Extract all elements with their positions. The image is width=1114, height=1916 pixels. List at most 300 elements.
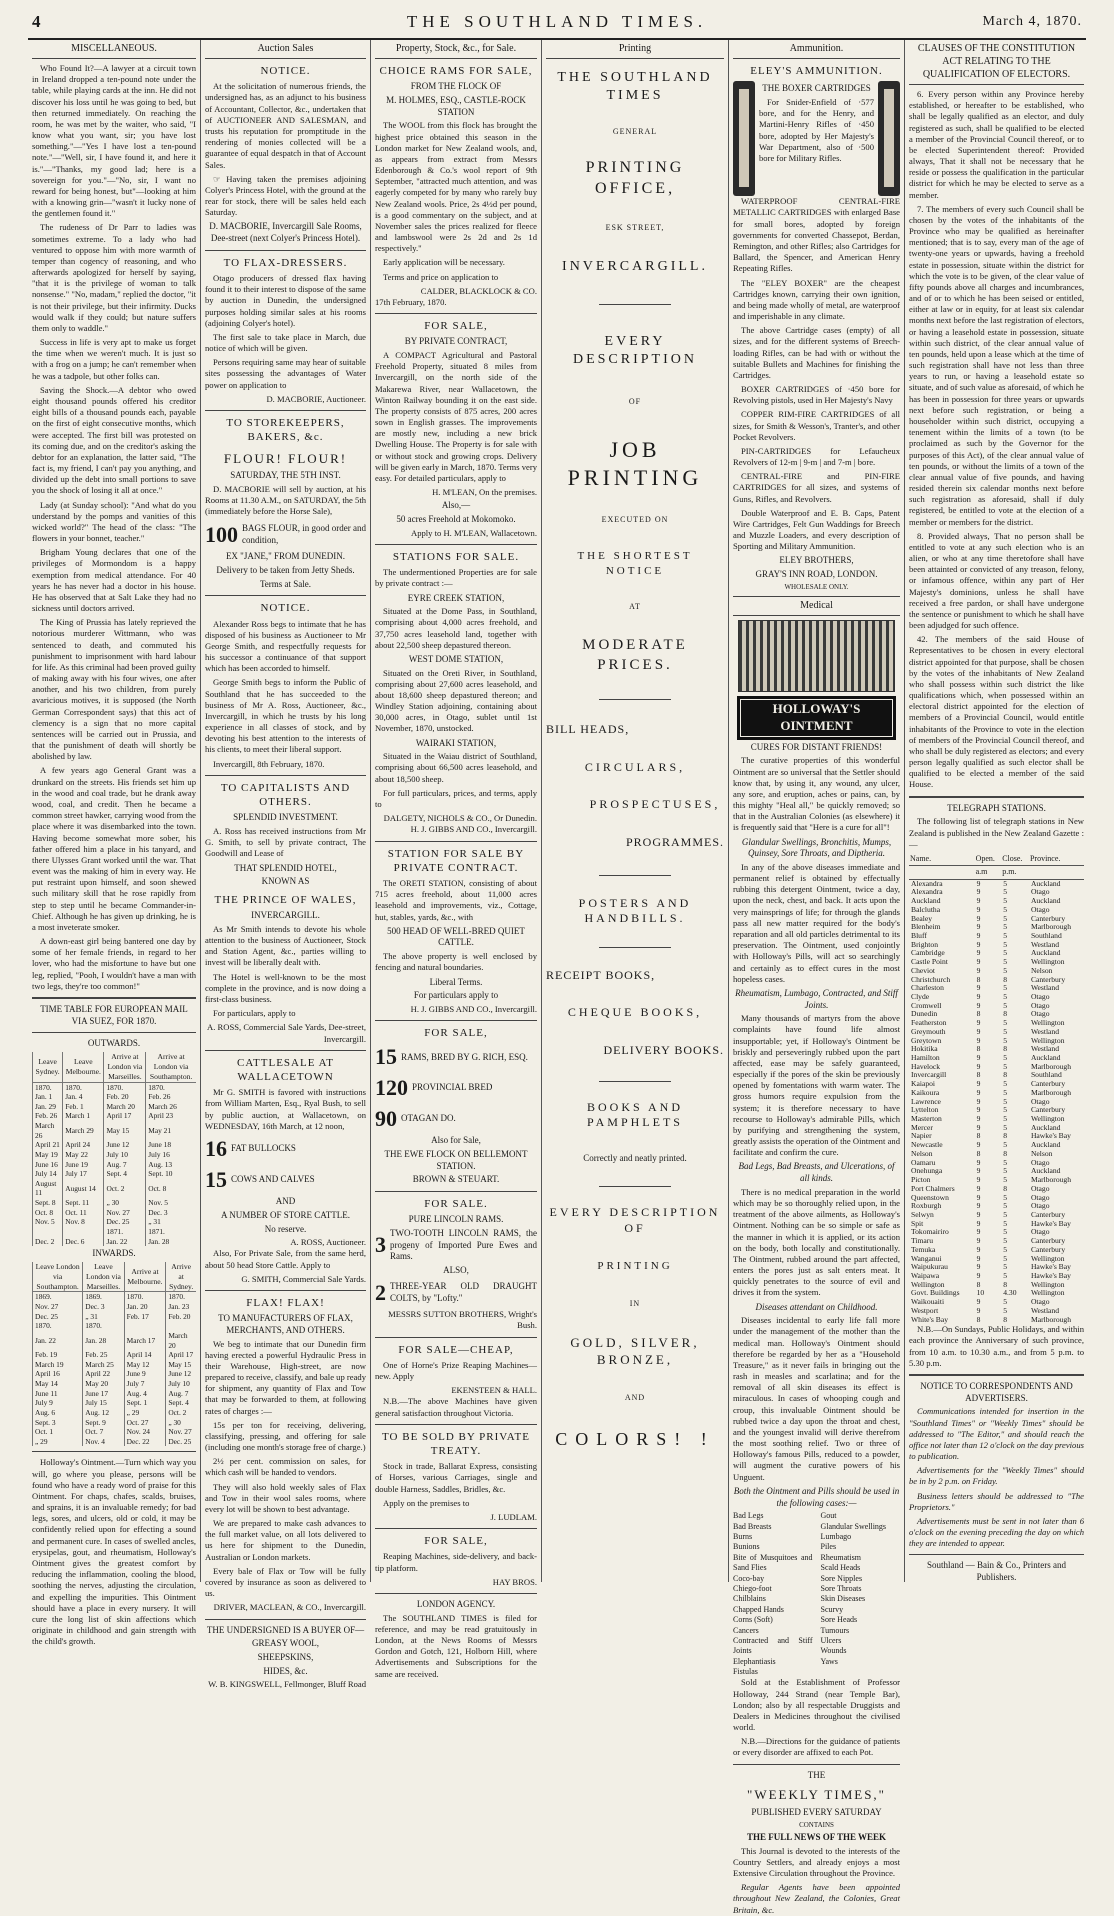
ad-subtitle: THE FULL NEWS OF THE WEEK <box>746 1832 887 1843</box>
article-paragraph: Lady (at Sunday school): "And what do you understand by the pomps and vanities of this wicked world?" The head of the class: "The flowers in your bonnet, teacher." <box>32 499 196 544</box>
table-cell: March 26 <box>33 1121 63 1140</box>
divider <box>375 1020 537 1021</box>
ad-title: NOTICE. <box>260 65 311 77</box>
table-cell: July 15 <box>83 1398 124 1408</box>
notice-title: NOTICE TO CORRESPONDENTS AND ADVERTISERS. <box>920 1380 1073 1403</box>
table-cell: Aug. 12 <box>83 1408 124 1418</box>
table-cell: 9 <box>976 930 981 940</box>
ad-signature: H. M'LEAN, On the premises. <box>432 487 537 498</box>
telegraph-title: TELEGRAPH STATIONS. <box>947 802 1046 813</box>
table-row <box>909 1316 1084 1325</box>
table-cell: July 10 <box>166 1379 196 1389</box>
table-cell: Onehunga <box>911 1166 943 1176</box>
table-cell: Newcastle <box>911 1140 943 1150</box>
table-cell: August 14 <box>63 1179 104 1198</box>
list-item: Chilblains <box>733 1594 766 1604</box>
table-cell: Feb. 26 <box>146 1092 196 1102</box>
table-cell: August 11 <box>33 1179 63 1198</box>
station-name: EYRE CREEK STATION, <box>407 592 505 603</box>
ad-text: Also, For Private Sale, from the same herd, about 50 head Store Cattle. Apply to <box>205 1248 366 1270</box>
table-cell: Southland <box>1030 930 1062 940</box>
table-cell: 5 <box>1003 1218 1007 1228</box>
ad-title: ELEY'S AMMUNITION. <box>750 65 883 77</box>
ad-signature: H. J. GIBBS AND CO., Invercargill. <box>410 1003 537 1014</box>
column-constitution-telegraph <box>904 40 1088 1582</box>
table-cell: 9 <box>976 1183 981 1193</box>
table-cell: Southland <box>1030 1070 1062 1080</box>
divider <box>205 595 366 596</box>
table-cell: Picton <box>911 1175 931 1185</box>
divider <box>32 1032 196 1033</box>
lot-line <box>375 1043 537 1072</box>
ad-title: TO BE SOLD BY PRIVATE TREATY. <box>382 1430 530 1457</box>
table-cell: 1870. <box>33 1082 63 1092</box>
table-cell: 5 <box>1003 1157 1007 1167</box>
table-cell: 5 <box>1003 939 1007 949</box>
table-cell: 5 <box>1003 1122 1007 1132</box>
ad-date: Invercargill, 8th February, 1870. <box>213 758 325 769</box>
ad-text: The curative properties of this wonderful Ointment are so universal that the Settler should know that, by using it, any wound, any ulcer, any sore, and eruption, aches or pains, can, by this mighty "Heal all," be quickly removed; so that in the Australian Colonies (as elsewhere) it is frequently said that "Here is a cure for all"! <box>733 755 900 833</box>
table-cell <box>166 1321 196 1331</box>
ad-signature: MESSRS SUTTON BROTHERS, Wright's Bush. <box>388 1309 537 1331</box>
table-cell: Bluff <box>911 930 927 940</box>
printing-line: AT <box>629 601 641 611</box>
table-row <box>33 1292 197 1302</box>
holloways-ointment-banner: HOLLOWAY'S OINTMENT <box>737 696 896 740</box>
table-cell: June 16 <box>33 1160 63 1170</box>
ad-text: 500 HEAD OF WELL-BRED QUIET CATTLE. <box>387 925 525 948</box>
table-cell: 9 <box>976 1175 981 1185</box>
ad-text: FROM THE FLOCK OF <box>410 81 502 92</box>
table-cell: Hawke's Bay <box>1030 1131 1071 1141</box>
table-cell: Balclutha <box>911 904 941 914</box>
table-cell: 5 <box>1003 878 1007 888</box>
table-row <box>909 1150 1084 1159</box>
table-cell: Auckland <box>1030 1166 1061 1176</box>
ad-date: 17th February, 1870. <box>375 296 447 307</box>
table-cell: May 20 <box>83 1379 124 1389</box>
table-cell: 5 <box>1003 1166 1007 1176</box>
column-property-stock <box>370 40 541 1679</box>
list-item: Tumours <box>820 1625 850 1635</box>
table-cell: Marlborough <box>1030 1087 1072 1097</box>
ad-signature: A. ROSS, Auctioneer. <box>290 1237 366 1248</box>
ailments-list <box>733 1511 900 1677</box>
table-cell: Dunedin <box>911 1009 938 1019</box>
ad-title: FLAX! FLAX! <box>246 1296 325 1309</box>
table-cell: 1870. <box>146 1082 196 1092</box>
table-cell: 8 <box>976 1131 981 1141</box>
ad-title: TO FLAX-DRESSERS. <box>223 256 348 269</box>
list-item: Burns <box>733 1531 753 1541</box>
ad-subtitle: PURE LINCOLN RAMS. <box>408 1214 504 1225</box>
table-row <box>33 1208 197 1218</box>
table-cell: 5 <box>1003 922 1007 932</box>
table-cell: Nov. 4 <box>83 1437 124 1447</box>
list-item: Coco-bay <box>733 1573 765 1583</box>
table-cell: Canterbury <box>1030 1244 1066 1254</box>
table-cell: 9 <box>976 1236 981 1246</box>
ad-title: FOR SALE—CHEAP, <box>398 1343 514 1356</box>
ad-text: Alexander Ross begs to intimate that he has disposed of his business as Auctioneer to Mr George Smith, and respectfully requests for his successor a continuance of that support which has been accorded to himself. <box>205 618 366 674</box>
table-cell: 5 <box>1003 1000 1007 1010</box>
list-item: Bite of Musquitoes and Sand Flies <box>733 1552 813 1573</box>
table-cell: Oct. 2 <box>166 1408 196 1418</box>
table-cell: 8 <box>1003 1183 1007 1193</box>
lot-description: OTAGAN DO. <box>401 1112 456 1123</box>
table-cell: May 15 <box>166 1360 196 1370</box>
divider <box>375 841 537 842</box>
list-item: Bad Legs <box>733 1511 764 1521</box>
table-cell: 8 <box>976 1070 981 1080</box>
ad-text: As Mr Smith intends to devote his whole attention to the business of Auctioneer, Stock and Station Agent, &c., parties willing to invest will be liberally dealt with. <box>205 923 366 968</box>
table-cell: Dec. 3 <box>83 1302 124 1312</box>
table-cell: Westland <box>1030 1026 1060 1036</box>
ad-text: The ORETI STATION, consisting of about 715 acres freehold, about 11,000 acres leasehold and improvements, viz., Cottage, hut, stables, yards, &c., with <box>375 878 537 922</box>
table-cell: 9 <box>976 904 981 914</box>
ad-text: Terms and price on application to <box>383 271 499 282</box>
table-cell: Nov. 24 <box>124 1427 166 1437</box>
ad-text: Also,— <box>441 500 471 511</box>
divider <box>599 1081 670 1082</box>
ad-text: For full particulars, prices, and terms, apply to <box>375 787 537 809</box>
table-cell: Mercer <box>911 1122 933 1132</box>
table-cell: Auckland <box>1030 948 1061 958</box>
lot-quantity: 100 <box>205 521 238 547</box>
column-heading: CLAUSES OF THE CONSTITUTION ACT RELATING TO THE QUALIFICATION OF ELECTORS. <box>909 40 1084 85</box>
timetable-outwards <box>32 1052 196 1246</box>
table-row <box>33 1082 197 1092</box>
table-cell: 5 <box>1003 983 1007 993</box>
list-item: Yaws <box>820 1656 838 1666</box>
table-cell: Alexandra <box>911 887 943 897</box>
table-cell: 8 <box>1003 974 1007 984</box>
table-cell: 9 <box>976 1122 981 1132</box>
table-cell: 5 <box>1003 1209 1007 1219</box>
lot-quantity: 2 <box>375 1279 386 1305</box>
table-cell: 9 <box>976 965 981 975</box>
issue-date: March 4, 1870. <box>982 14 1082 29</box>
table-cell: April 16 <box>33 1369 83 1379</box>
article-paragraph: Who Found It?—A lawyer at a circuit town in Ireland dropped a ten-pound note under the table, while playing cards at the inn. He did not discover his loss until he was going to bed, but then returned immediately. On reaching the room, he was met by the waiter, who said, "I know what you want, sir; you have lost something."—"Yes I have lost a ten-pound note."—"Well, sir, I have found it, and here it is."—"Thanks, my good lad; here is a sovereign for you."—"No, sir, I want no reward for being honest, but"—looking at him with a knowing grin—"wasn't it lucky none of the gentlemen found it." <box>32 63 196 219</box>
table-cell: Clyde <box>911 991 930 1001</box>
table-row <box>33 1389 197 1399</box>
table-cell: Oct. 27 <box>124 1418 166 1428</box>
table-cell: Auckland <box>1030 878 1061 888</box>
table-cell: Canterbury <box>1030 1209 1066 1219</box>
table-cell: Waipukurau <box>911 1262 948 1272</box>
table-cell: June 19 <box>63 1160 104 1170</box>
table-cell: March 20 <box>166 1331 196 1350</box>
ad-text: Delivery to be taken from Jetty Sheds. <box>216 564 355 575</box>
table-cell: Wellington <box>1030 1018 1065 1028</box>
table-cell: Sept. 10 <box>146 1169 196 1179</box>
table-cell: 8 <box>1003 1009 1007 1019</box>
table-cell: 10 <box>976 1288 985 1298</box>
table-cell: 8 <box>976 1044 981 1054</box>
printing-line: JOB PRINTING <box>567 436 703 491</box>
table-cell: Feb. 17 <box>124 1312 166 1322</box>
list-item: Piles <box>820 1542 837 1552</box>
table-cell: Dec. 3 <box>146 1208 196 1218</box>
ad-subtitle: SPLENDID INVESTMENT. <box>233 812 338 823</box>
table-cell: March 29 <box>63 1121 104 1140</box>
table-cell: Oct. 2 <box>104 1179 146 1198</box>
table-cell: Bealey <box>911 913 933 923</box>
ad-text: BOXER CARTRIDGES of ·450 bore for Revolving pistols, used in Her Majesty's Navy <box>733 384 900 406</box>
printing-line: EVERY DESCRIPTION <box>572 333 697 368</box>
table-cell: Hamilton <box>911 1053 940 1063</box>
table-cell: Cheviot <box>911 965 936 975</box>
table-cell: 5 <box>1003 1236 1007 1246</box>
printing-line: THE SOUTHLAND TIMES <box>557 70 713 104</box>
table-cell: Otago <box>1030 1096 1050 1106</box>
lot-line <box>375 1228 537 1263</box>
table-cell: 9 <box>976 887 981 897</box>
table-row <box>33 1331 197 1350</box>
table-cell: 8 <box>1003 1044 1007 1054</box>
table-cell: 1870. <box>83 1321 124 1331</box>
table-cell: Otago <box>1030 991 1050 1001</box>
list-item: Ulcers <box>820 1635 842 1645</box>
lot-line <box>205 521 366 550</box>
list-item: Gout <box>820 1511 837 1521</box>
timetable-inwards <box>32 1262 196 1447</box>
printing-item: BILL HEADS, <box>546 722 630 737</box>
article-paragraph: N.B.—On Sundays, Public Holidays, and within each province the Anniversary of such province, from 10 a.m. to 10.30 a.m., and from 5 p.m. to 5.30 p.m. <box>909 1324 1084 1368</box>
ad-text: Early application will be necessary. <box>383 257 505 268</box>
table-cell: 8 <box>1003 1314 1007 1324</box>
divider <box>32 997 196 999</box>
table-cell: 8 <box>1003 1279 1007 1289</box>
divider <box>909 796 1084 798</box>
table-cell: Nov. 27 <box>166 1427 196 1437</box>
table-cell: „ 31 <box>83 1312 124 1322</box>
table-cell: 9 <box>976 1253 981 1263</box>
table-cell: Auckland <box>1030 896 1061 906</box>
table-cell: 9 <box>976 1087 981 1097</box>
table-cell: 9 <box>976 1166 981 1176</box>
table-cell: Nov. 5 <box>33 1217 63 1227</box>
cartridge-illustration <box>733 81 755 196</box>
table-cell: 5 <box>1003 1061 1007 1071</box>
table-cell: Selwyn <box>911 1209 934 1219</box>
table-cell: March 26 <box>146 1102 196 1112</box>
article-paragraph: The King of Prussia has lately reprieved the notorious murderer Wittmann, who was sentenced to death, and commuted his punishment to imprisonment with hard labour for life. As this criminal had been proved guilty of making away with his four wives, one after another, and his two children, from purely avaricious motives, it is supposed (the North German Correspondent says) that this act of clemency is a sign that no more capital sentences will be carried out in Prussia, and that the punishment of death will shortly be abolished by law. <box>32 617 196 762</box>
column-unit <box>909 866 975 879</box>
table-cell: Marlborough <box>1030 1175 1072 1185</box>
ailments-list-left <box>733 1511 813 1677</box>
table-cell: Kaikoura <box>911 1087 940 1097</box>
table-cell: Hokitika <box>911 1044 938 1054</box>
ad-text: N.B.—The above Machines have given general satisfaction throughout Victoria. <box>375 1396 537 1418</box>
table-cell: Sept. 1 <box>124 1398 166 1408</box>
ad-text: CONTAINS <box>799 1820 834 1829</box>
table-cell: Sept. 4 <box>166 1398 196 1408</box>
table-cell: Greytown <box>911 1035 942 1045</box>
table-cell: White's Bay <box>911 1314 949 1324</box>
table-cell: 5 <box>1003 1053 1007 1063</box>
ad-title: CURES FOR DISTANT FRIENDS! <box>750 741 883 752</box>
table-cell: Aug. 4 <box>124 1389 166 1399</box>
list-item: Cancers <box>733 1625 759 1635</box>
table-cell: Nov. 8 <box>63 1217 104 1227</box>
printing-line: POSTERS AND HANDBILLS. <box>578 895 692 926</box>
printing-line: THE SHORTEST NOTICE <box>577 550 693 577</box>
table-cell: 5 <box>1003 930 1007 940</box>
ad-text: Diseases incidental to early life fall more under the management of the mother than the medical man. Holloway's Ointment should therefore be regarded by her as a "Household Treasure," as it never fails in bringing out the rash in measles and scarlatina; and for the removal of all skin diseases its effect is miraculous. In cases of whooping cough and croup, this invaluable Ointment should be rubbed twice a day upon the throat and chest, and the youngest invalid will derive therefrom the most soothing relief. Two or three of Holloway's famous Pills, reduced to a powder, will augment the curative powers of his Unguent. <box>733 1315 900 1482</box>
table-cell: 1870. <box>124 1292 166 1302</box>
list-item: Glandular Swellings <box>820 1521 887 1531</box>
table-cell: Feb. 20 <box>104 1092 146 1102</box>
table-cell: Wellington <box>1030 1253 1065 1263</box>
ad-subtitle: PUBLISHED EVERY SATURDAY <box>751 1807 882 1818</box>
table-cell: Otago <box>1030 1227 1050 1237</box>
table-cell: Jan. 28 <box>83 1331 124 1350</box>
ad-text: Regular Agents have been appointed throughout New Zealand, the Colonies, Great Britain, &c. <box>733 1882 900 1915</box>
ad-text: A COMPACT Agricultural and Pastoral Freehold Property, situated 8 miles from Invercargill, on the north side of the Makarewa River, near Wallacetown, the Winton Railway bounding it on the east side. The property consists of 875 acres, 200 acres sown in English grasses. The improvements are mostly new, including a new brick Dwelling House. The Property is for sale with or without stock and growing crops. Delivery will be given early in March, 1870. Terms very easy. For detailed particulars, apply to <box>375 350 538 483</box>
table-cell: 5 <box>1003 1105 1007 1115</box>
article-paragraph: Holloway's Ointment.—Turn which way you will, go where you please, persons will be found who have a ready word of praise for this Ointment. For chaps, chafes, scalds, bruises, and sprains, it is an invaluable remedy; for bad legs, sores, and ulcers, old or cold, it may be confidently relied upon for effecting a sound and permanent cure. In cases of swelled ancles, erysipelas, gout, and rheumatism, Holloway's Ointment gives the greatest comfort by reducing the inflammation, cooling the blood, soothing the nerves, adjusting the circulation, and expelling the impurities. This Ointment should have a place in every nursery. It will cure the long list of skin affections which originate in childhood and gain strength with the child's growth. <box>32 1457 196 1647</box>
lot-description: PROVINCIAL BRED <box>412 1082 493 1093</box>
printing-line: OF <box>628 397 642 407</box>
table-cell: 5 <box>1003 887 1007 897</box>
article-paragraph: The following list of telegraph stations in New Zealand is published in the New Zealand Gazette :— <box>909 816 1084 849</box>
table-cell: 5 <box>1003 1018 1007 1028</box>
ad-signature: EKENSTEEN & HALL. <box>451 1385 537 1396</box>
table-cell: July 9 <box>33 1398 83 1408</box>
table-cell: Wellington <box>1030 1035 1065 1045</box>
lot-quantity: 120 <box>375 1074 408 1100</box>
timetable-inwards-label: INWARDS. <box>92 1248 136 1259</box>
article-paragraph: Success in life is very apt to make us forget the time when we weren't much. It is just so with a frog on a jump; he can't remember when he was a tadpole, but other folks can. <box>32 337 196 381</box>
table-cell: Greymouth <box>911 1026 946 1036</box>
table-cell: Otago <box>1030 904 1050 914</box>
table-cell: Brighton <box>911 939 939 949</box>
table-cell: 9 <box>976 1218 981 1228</box>
table-cell: Westport <box>911 1305 939 1315</box>
table-cell: 5 <box>1003 1297 1007 1307</box>
list-item: Bad Breasts <box>733 1521 772 1531</box>
table-cell: Sept. 11 <box>63 1198 104 1208</box>
table-cell: 1870. <box>166 1292 196 1302</box>
article-paragraph: Advertisements must be sent in not later than 6 o'clock on the evening preceding the day on which they are intended to appear. <box>909 1515 1084 1549</box>
table-cell: 9 <box>976 1026 981 1036</box>
table-row <box>909 958 1084 967</box>
table-cell: 5 <box>1003 1026 1007 1036</box>
column-unit: p.m. <box>1001 866 1029 879</box>
ad-text: The Hotel is well-known to be the most complete in the province, and is now doing a first-class business. <box>205 971 366 1004</box>
ad-text: The undermentioned Properties are for sale by private contract :— <box>375 567 537 589</box>
table-cell: June 12 <box>104 1140 146 1150</box>
table-cell: Nelson <box>1030 965 1053 975</box>
table-cell: Temuka <box>911 1244 936 1254</box>
table-row <box>33 1160 197 1170</box>
ad-signature: DRIVER, MACLEAN, & CO., Invercargill. <box>213 1602 366 1613</box>
table-row <box>33 1312 197 1322</box>
table-cell: April 21 <box>33 1140 63 1150</box>
ad-text: ALSO, <box>443 1264 469 1275</box>
table-cell: Otago <box>1030 1000 1050 1010</box>
table-cell: 5 <box>1003 1035 1007 1045</box>
table-cell: Christchurch <box>911 974 951 984</box>
table-cell: Hawke's Bay <box>1030 1270 1071 1280</box>
table-cell: 9 <box>976 957 981 967</box>
ad-text: For particulars apply to <box>413 990 499 1001</box>
column-heading: MISCELLANEOUS. <box>32 40 196 59</box>
table-row <box>33 1140 197 1150</box>
table-row <box>33 1302 197 1312</box>
table-cell: 8 <box>1003 1070 1007 1080</box>
lot-quantity: 15 <box>205 1166 227 1192</box>
ad-text: EX "JANE," FROM DUNEDIN. <box>225 551 346 562</box>
column-header: Leave London via Marseilles. <box>83 1262 124 1292</box>
printing-line: INVERCARGILL. <box>562 258 708 274</box>
list-item: Wounds <box>820 1646 847 1656</box>
printing-line: BOOKS AND PAMPHLETS <box>586 1099 683 1130</box>
table-cell: Oamaru <box>911 1157 936 1167</box>
article-paragraph: Saving the Shock.—A debtor who owed eight thousand pounds offered his creditor eight bills of a thousand pounds each, payable on the first of eight consecutive months, which were accepted. The first bill was protested on its coming due, and on the creditor's asking the debtor for an explanation, the latter said, "The fact is, my friend, I can't pay you anything, and divided up the debt into small portions to save you the shock of losing it all at once." <box>32 384 196 496</box>
table-cell: June 11 <box>33 1389 83 1399</box>
article-paragraph: Communications intended for insertion in the "Southland Times" or "Weekly Times" should be addressed to "The Editor," and should reach the office not later than 12 o'clock on the day previous to publication. <box>909 1406 1084 1462</box>
table-cell: 9 <box>976 1061 981 1071</box>
ad-signature: Apply to H. M'LEAN, Wallacetown. <box>410 527 537 538</box>
lot-line <box>375 1105 537 1134</box>
table-cell: Auckland <box>1030 1053 1061 1063</box>
table-cell: Jan. 22 <box>104 1237 146 1247</box>
table-cell: Tokomairiro <box>911 1227 949 1237</box>
table-cell: Dec. 6 <box>63 1237 104 1247</box>
divider <box>205 410 366 411</box>
ad-text: Liberal Terms. <box>429 976 483 987</box>
table-row <box>909 984 1084 993</box>
ad-text: Apply on the premises to <box>383 1497 470 1508</box>
list-item: Sore Nipples <box>820 1573 863 1583</box>
table-cell: May 15 <box>104 1121 146 1140</box>
table-cell: 1869. <box>33 1292 83 1302</box>
ad-text: Also for Sale, <box>431 1135 481 1146</box>
table-cell: 5 <box>1003 1140 1007 1150</box>
table-cell: Marlborough <box>1030 1061 1072 1071</box>
list-item: GREASY WOOL, <box>252 1638 319 1649</box>
table-cell: „ 30 <box>166 1418 196 1428</box>
table-cell: 9 <box>976 1270 981 1280</box>
table-cell: Auckland <box>911 896 941 906</box>
ad-text: COPPER RIM-FIRE CARTRIDGES of all sizes, for Smith & Wesson's, Tranter's, and other Pocket Revolvers. <box>733 409 900 442</box>
table-cell: Dec. 2 <box>33 1237 63 1247</box>
table-cell: Canterbury <box>1030 1105 1066 1115</box>
ad-text: WATERPROOF CENTRAL-FIRE METALLIC CARTRIDGES with enlarged Base for small bores, adopted by foreign governments for converted Chassepot, Berdan, Remington, and other Rifles; also Cartridges for Ballard, the Spencer, and American Henry Repeating Rifles. <box>733 196 900 274</box>
ad-text: Terms at Sale. <box>259 578 312 589</box>
column-miscellaneous <box>28 40 200 1647</box>
ad-subtitle: BY PRIVATE CONTRACT, <box>404 336 508 347</box>
table-row <box>33 1321 197 1331</box>
list-item: Elephantiasis <box>733 1656 776 1666</box>
table-cell: Otago <box>1030 887 1050 897</box>
table-cell: 9 <box>976 1244 981 1254</box>
ad-text: There is no medical preparation in the world which may be so thoroughly relied upon, in the treatment of the above ailments, as Holloway's Ointment. Nothing can be so simple or safe as the manner in which it is applied, or its action on the body, both locally and constitutionally. The Ointment, rubbed around the part affected, enters the pores just as salt enters meat. It quickly penetrates to the source of evil and drives it from the system. <box>733 1186 900 1298</box>
table-cell: 5 <box>1003 1201 1007 1211</box>
divider <box>205 250 366 251</box>
table-cell: May 14 <box>33 1379 83 1389</box>
ad-text: Sold at the Establishment of Professor Holloway, 244 Strand (near Temple Bar), London; also by all respectable Druggists and Dealers in Medicines throughout the civilised world. <box>733 1677 900 1733</box>
table-cell: Otago <box>1030 1297 1050 1307</box>
table-cell: Canterbury <box>1030 1079 1066 1089</box>
printing-line: AND <box>624 1393 646 1403</box>
table-cell: „ 30 <box>104 1198 146 1208</box>
table-row <box>33 1418 197 1428</box>
station-name: WEST DOME STATION, <box>408 653 504 664</box>
